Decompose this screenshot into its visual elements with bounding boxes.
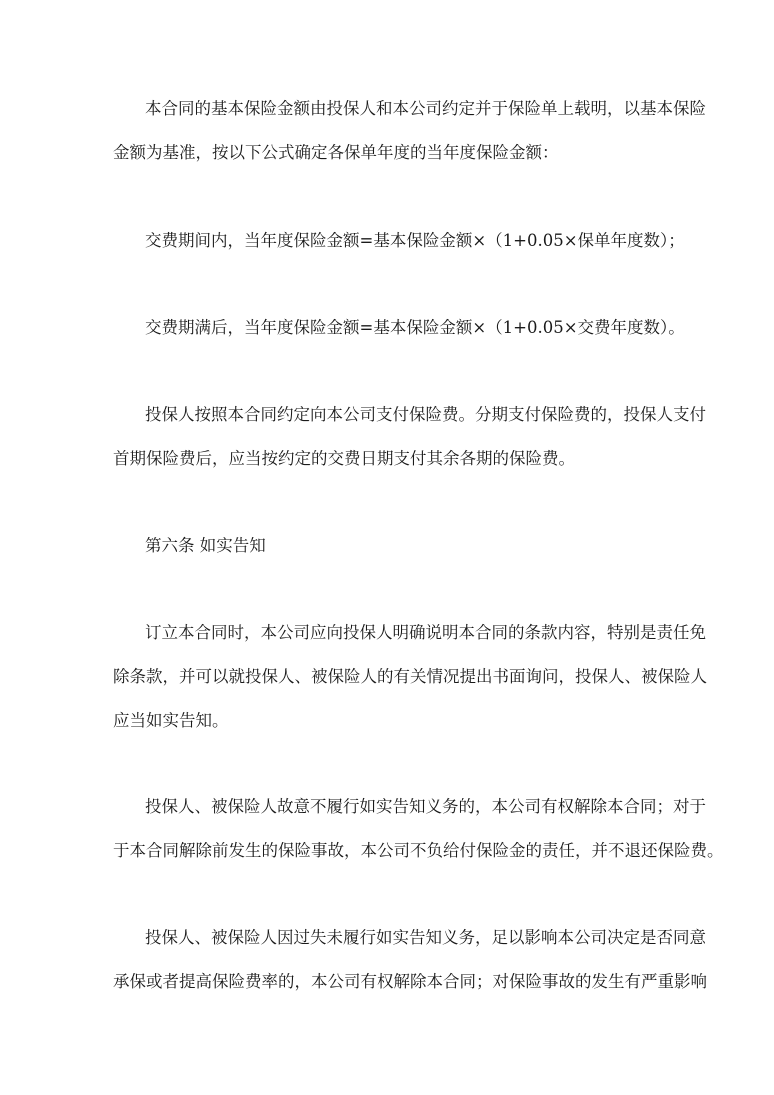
paragraph-premium-line-1: 投保人按照本合同约定向本公司支付保险费。分期支付保险费的，投保人支付 bbox=[145, 405, 706, 424]
paragraph-premium-line-2: 首期保险费后，应当按约定的交费日期支付其余各期的保险费。 bbox=[113, 449, 575, 468]
paragraph-1-line-1: 本合同的基本保险金额由投保人和本公司约定并于保险单上载明，以基本保险 bbox=[145, 99, 706, 118]
paragraph-disclosure-line-2: 除条款，并可以就投保人、被保险人的有关情况提出书面询问，投保人、被保险人 bbox=[113, 667, 707, 686]
paragraph-negligent-line-2: 承保或者提高保险费率的，本公司有权解除本合同；对保险事故的发生有严重影响 bbox=[113, 972, 707, 991]
formula-after-payment: 交费期满后，当年度保险金额=基本保险金额×（1+0.05×交费年度数）。 bbox=[145, 318, 685, 337]
section-heading: 第六条 如实告知 bbox=[145, 536, 266, 555]
paragraph-intentional-line-1: 投保人、被保险人故意不履行如实告知义务的，本公司有权解除本合同；对于 bbox=[145, 797, 706, 816]
paragraph-intentional-line-2: 于本合同解除前发生的保险事故，本公司不负给付保险金的责任，并不退还保险费。 bbox=[113, 841, 724, 860]
formula-during-payment: 交费期间内，当年度保险金额=基本保险金额×（1+0.05×保单年度数）； bbox=[145, 231, 685, 250]
paragraph-disclosure-line-1: 订立本合同时，本公司应向投保人明确说明本合同的条款内容，特别是责任免 bbox=[145, 623, 706, 642]
paragraph-negligent-line-1: 投保人、被保险人因过失未履行如实告知义务，足以影响本公司决定是否同意 bbox=[145, 928, 706, 947]
paragraph-disclosure-line-3: 应当如实告知。 bbox=[113, 711, 229, 730]
paragraph-1-line-2: 金额为基准，按以下公式确定各保单年度的当年度保险金额： bbox=[113, 143, 559, 162]
